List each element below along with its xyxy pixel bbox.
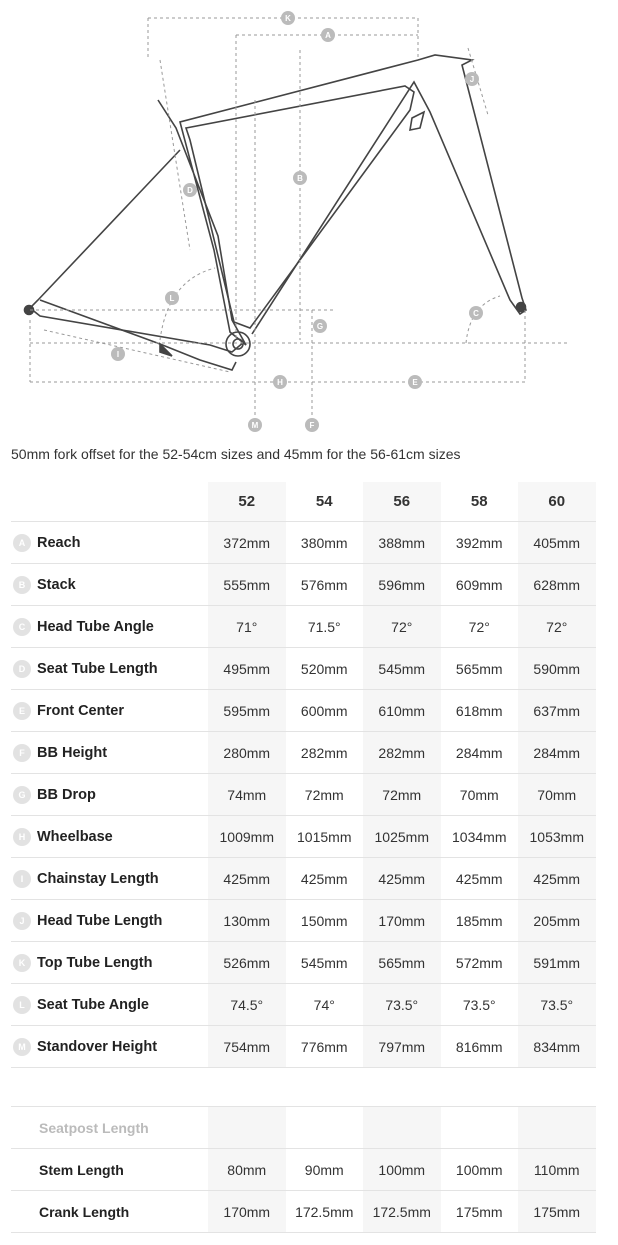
row-label [11,648,208,690]
row-label [11,858,208,900]
cell-value: 797mm [363,1026,441,1068]
svg-text:F: F [309,421,315,430]
cell-value: 282mm [286,732,364,774]
row-label-text: Head Tube Angle [37,618,154,635]
cell-value: 150mm [286,900,364,942]
marker-d [183,183,197,197]
component-value: 170mm [208,1191,286,1233]
row-label-text: Seat Tube Angle [37,996,149,1013]
marker-e [408,375,422,389]
component-label: Seatpost Length [11,1107,208,1149]
cell-value: 72° [441,606,519,648]
cell-value: 1015mm [286,816,364,858]
table-row [11,774,596,816]
components-table [11,1106,596,1233]
cell-value: 405mm [518,522,596,564]
component-value: 172.5mm [363,1191,441,1233]
marker-i [111,347,125,361]
svg-text:C: C [473,309,479,318]
cell-value: 380mm [286,522,364,564]
size-60: 60 [518,482,596,522]
cell-value: 282mm [363,732,441,774]
row-label [11,690,208,732]
size-52: 52 [208,482,286,522]
cell-value: 1025mm [363,816,441,858]
component-label: Crank Length [11,1191,208,1233]
row-badge: J [13,912,31,930]
row-label-text: Front Center [37,702,124,719]
cell-value: 628mm [518,564,596,606]
svg-text:B: B [297,174,303,183]
cell-value: 572mm [441,942,519,984]
table-row [11,942,596,984]
cell-value: 73.5° [363,984,441,1026]
cell-value: 595mm [208,690,286,732]
row-label [11,774,208,816]
cell-value: 425mm [208,858,286,900]
marker-m [248,418,262,432]
cell-value: 1053mm [518,816,596,858]
marker-k [281,11,295,25]
row-label [11,816,208,858]
row-badge: H [13,828,31,846]
row-label-text: Standover Height [37,1038,158,1055]
svg-text:A: A [325,31,331,40]
row-badge: B [13,576,31,594]
cell-value: 72mm [363,774,441,816]
component-value: 175mm [518,1191,596,1233]
table-row [11,606,596,648]
cell-value: 425mm [363,858,441,900]
marker-a [321,28,335,42]
size-56: 56 [363,482,441,522]
row-label [11,942,208,984]
row-label [11,1026,208,1068]
cell-value: 545mm [363,648,441,690]
size-58: 58 [441,482,519,522]
size-header-row [11,482,596,522]
cell-value: 600mm [286,690,364,732]
row-badge: I [13,870,31,888]
cell-value: 816mm [441,1026,519,1068]
cell-value: 591mm [518,942,596,984]
cell-value: 609mm [441,564,519,606]
header-blank [11,482,208,522]
component-row [11,1149,596,1191]
cell-value: 1034mm [441,816,519,858]
table-row [11,564,596,606]
cell-value: 71.5° [286,606,364,648]
component-value: 100mm [441,1149,519,1191]
cell-value: 284mm [518,732,596,774]
cell-value: 590mm [518,648,596,690]
cell-value: 576mm [286,564,364,606]
row-label-text: BB Drop [37,786,96,803]
row-badge: E [13,702,31,720]
cell-value: 526mm [208,942,286,984]
row-label [11,900,208,942]
row-label [11,564,208,606]
marker-b [293,171,307,185]
table-row [11,648,596,690]
component-value: 90mm [286,1149,364,1191]
row-label-text: Wheelbase [37,828,113,845]
cell-value: 610mm [363,690,441,732]
cell-value: 754mm [208,1026,286,1068]
cell-value: 545mm [286,942,364,984]
component-label: Stem Length [11,1149,208,1191]
row-label [11,984,208,1026]
cell-value: 73.5° [441,984,519,1026]
marker-j [465,72,479,86]
component-value [286,1107,364,1149]
frame-geometry-diagram [0,0,618,440]
component-value: 110mm [518,1149,596,1191]
table-row [11,522,596,564]
component-value: 172.5mm [286,1191,364,1233]
cell-value: 495mm [208,648,286,690]
geometry-table [11,482,596,1068]
table-row [11,816,596,858]
cell-value: 280mm [208,732,286,774]
row-badge: M [13,1038,31,1056]
cell-value: 1009mm [208,816,286,858]
row-badge: L [13,996,31,1014]
row-label-text: Top Tube Length [37,954,153,971]
row-label-text: Seat Tube Length [37,660,158,677]
component-value [441,1107,519,1149]
cell-value: 425mm [441,858,519,900]
cell-value: 70mm [518,774,596,816]
svg-text:G: G [316,322,324,331]
cell-value: 425mm [518,858,596,900]
component-row [11,1191,596,1233]
row-badge: D [13,660,31,678]
cell-value: 185mm [441,900,519,942]
svg-text:L: L [169,294,175,303]
row-label-text: Chainstay Length [37,870,159,887]
cell-value: 74mm [208,774,286,816]
table-row [11,732,596,774]
table-row [11,1026,596,1068]
cell-value: 372mm [208,522,286,564]
fork-offset-note: 50mm fork offset for the 52-54cm sizes and 45mm for the 56-61cm sizes [11,446,461,462]
cell-value: 72° [363,606,441,648]
table-row [11,984,596,1026]
row-badge: F [13,744,31,762]
row-badge: C [13,618,31,636]
marker-c [469,306,483,320]
component-value: 175mm [441,1191,519,1233]
row-label-text: Reach [37,534,81,551]
cell-value: 74° [286,984,364,1026]
svg-text:M: M [251,421,259,430]
cell-value: 520mm [286,648,364,690]
row-label-text: Stack [37,576,76,593]
cell-value: 388mm [363,522,441,564]
component-value [363,1107,441,1149]
svg-text:I: I [116,350,120,359]
cell-value: 596mm [363,564,441,606]
size-54: 54 [286,482,364,522]
svg-text:K: K [285,14,291,23]
row-label-text: BB Height [37,744,108,761]
svg-text:D: D [187,186,193,195]
cell-value: 555mm [208,564,286,606]
cell-value: 74.5° [208,984,286,1026]
row-label [11,522,208,564]
cell-value: 618mm [441,690,519,732]
cell-value: 637mm [518,690,596,732]
marker-h [273,375,287,389]
svg-text:J: J [469,75,475,84]
cell-value: 392mm [441,522,519,564]
cell-value: 776mm [286,1026,364,1068]
row-label [11,732,208,774]
row-label [11,606,208,648]
svg-text:H: H [277,378,283,387]
row-label-text: Head Tube Length [37,912,163,929]
cell-value: 205mm [518,900,596,942]
component-value: 80mm [208,1149,286,1191]
cell-value: 565mm [441,648,519,690]
row-badge: A [13,534,31,552]
cell-value: 565mm [363,942,441,984]
table-row [11,900,596,942]
row-badge: G [13,786,31,804]
cell-value: 70mm [441,774,519,816]
table-row [11,858,596,900]
cell-value: 425mm [286,858,364,900]
row-badge: K [13,954,31,972]
component-row [11,1107,596,1149]
cell-value: 834mm [518,1026,596,1068]
component-value [208,1107,286,1149]
cell-value: 72mm [286,774,364,816]
component-value: 100mm [363,1149,441,1191]
marker-g [313,319,327,333]
marker-l [165,291,179,305]
cell-value: 170mm [363,900,441,942]
cell-value: 72° [518,606,596,648]
component-value [518,1107,596,1149]
table-row [11,690,596,732]
cell-value: 73.5° [518,984,596,1026]
cell-value: 284mm [441,732,519,774]
cell-value: 130mm [208,900,286,942]
marker-f [305,418,319,432]
cell-value: 71° [208,606,286,648]
svg-text:E: E [412,378,418,387]
